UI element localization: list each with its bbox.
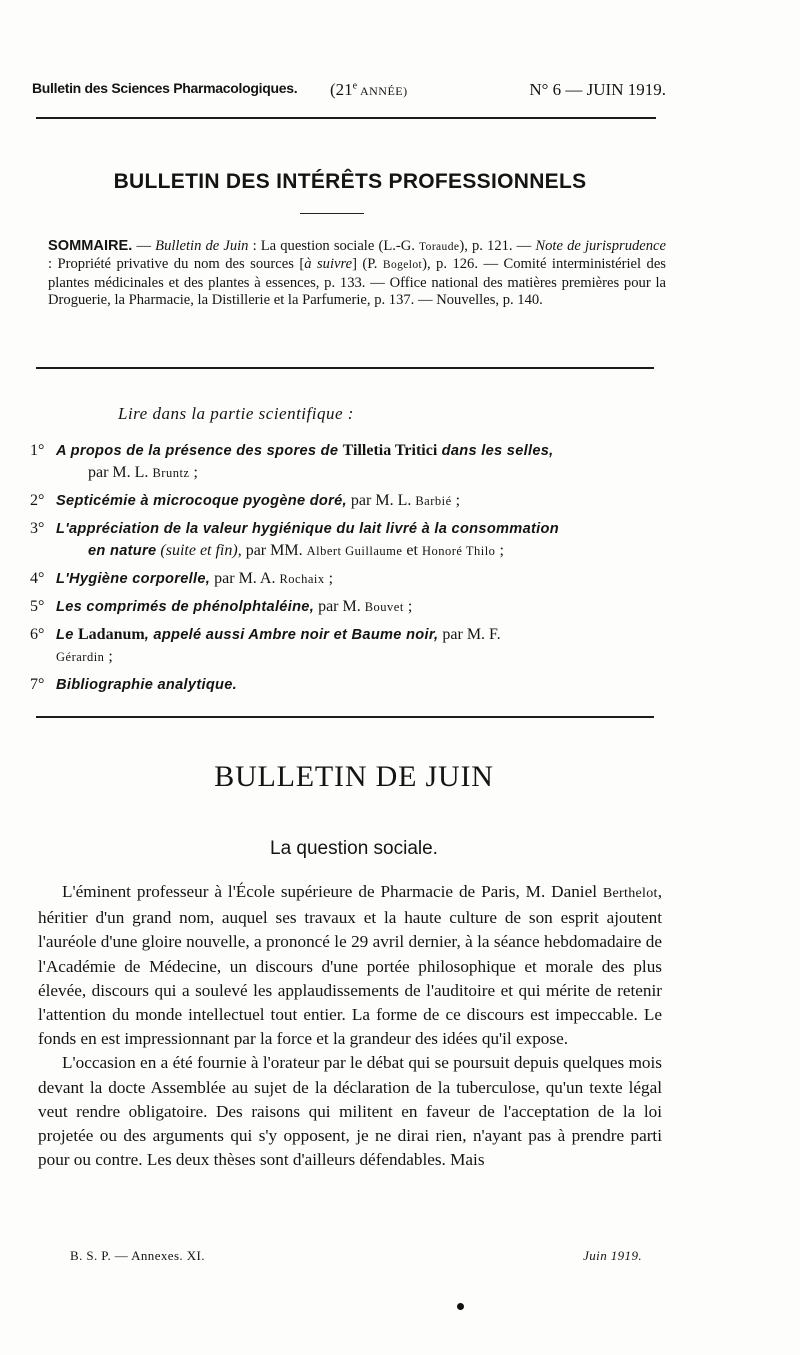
list-item: 4° L'Hygiène corporelle, par M. A. Rochaix ; <box>30 570 334 587</box>
sommaire-rule <box>36 367 654 369</box>
list-item: 3° L'appréciation de la valeur hygiénique du lait livré à la consommation en nature (suite et fin), par MM. Albert Guillaume et Honoré Thilo ; <box>30 520 559 559</box>
paragraph: L'occasion en a été fournie à l'orateur par le débat qui se poursuit depuis quelques mois devant la docte Assemblée au sujet de la déclaration de la tuberculose, qu'un texte légal veut rendre obligatoire. Des raisons qui militent en faveur de l'acceptation de la loi projetée ou des arguments qui s'y opposent, je ne dirai rien, n'ayant pas à prendre parti pour ou contre. Les deux thèses sont d'ailleurs défendables. Mais <box>38 1053 662 1170</box>
article-body <box>38 880 662 1172</box>
article-subtitle: La question sociale. <box>270 838 438 859</box>
sommaire-label: SOMMAIRE. <box>48 238 133 254</box>
list-item: 7° Bibliographie analytique. <box>30 676 238 693</box>
title-rule <box>300 213 364 214</box>
list-item: 1° A propos de la présence des spores de Tilletia Tritici dans les selles, par M. L. Bruntz ; <box>30 442 554 481</box>
lire-heading: Lire dans la partie scientifique : <box>118 404 354 423</box>
contents-list <box>30 440 670 702</box>
article-title: BULLETIN DE JUIN <box>214 760 494 793</box>
journal-year: (21e ANNÉE) <box>330 80 408 99</box>
list-item: 2° Septicémie à microcoque pyogène doré, par M. L. Barbié ; <box>30 492 461 509</box>
contents-rule <box>36 716 654 718</box>
list-item: 6° Le Ladanum, appelé aussi Ambre noir et Baume noir, par M. F. Gérardin ; <box>30 626 501 665</box>
sommaire: SOMMAIRE. — Bulletin de Juin : La question sociale (L.-G. Toraude), p. 121. — Note de jurisprudence : Propriété privative du nom des sources [à suivre] (P. Bogelot), p. 126. — Comité interministériel des plantes médicinales et des plantes à essences, p. 133. — Office national des matières premières pour la Droguerie, la Pharmacie, la Distillerie et la Parfumerie, p. 137. — Nouvelles, p. 140. <box>48 238 667 309</box>
footer-signature: B. S. P. — Annexes. XI. <box>70 1248 205 1263</box>
page-footer <box>70 1248 642 1268</box>
header-rule <box>36 117 656 119</box>
paragraph: L'éminent professeur à l'École supérieure de Pharmacie de Paris, M. Daniel Berthelot, héritier d'un grand nom, auquel ses travaux et la haute culture de son esprit ajoutent l'auréole d'une gloire nouvelle, a prononcé le 29 avril dernier, à la séance hebdomadaire de l'Académie de Médecine, un discours d'une portée philosophique et morale des plus élevée, discours qui a soulevé les applaudissements de l'auditoire et qui mérite de retenir l'attention du monde intellectuel tout entier. La forme de ce discours est impeccable. Le fonds en est impressionnant par la force et la grandeur des idées qu'il expose. <box>38 882 662 1049</box>
journal-name: Bulletin des Sciences Pharmacologiques. <box>32 80 298 96</box>
list-item: 5° Les comprimés de phénolphtaléine, par M. Bouvet ; <box>30 598 413 615</box>
running-header <box>32 80 666 104</box>
issue-number: N° 6 — JUIN 1919. <box>529 80 666 99</box>
ink-dot <box>457 1303 464 1310</box>
section-title: BULLETIN DES INTÉRÊTS PROFESSIONNELS <box>113 170 587 193</box>
footer-date: Juin 1919. <box>583 1248 642 1263</box>
